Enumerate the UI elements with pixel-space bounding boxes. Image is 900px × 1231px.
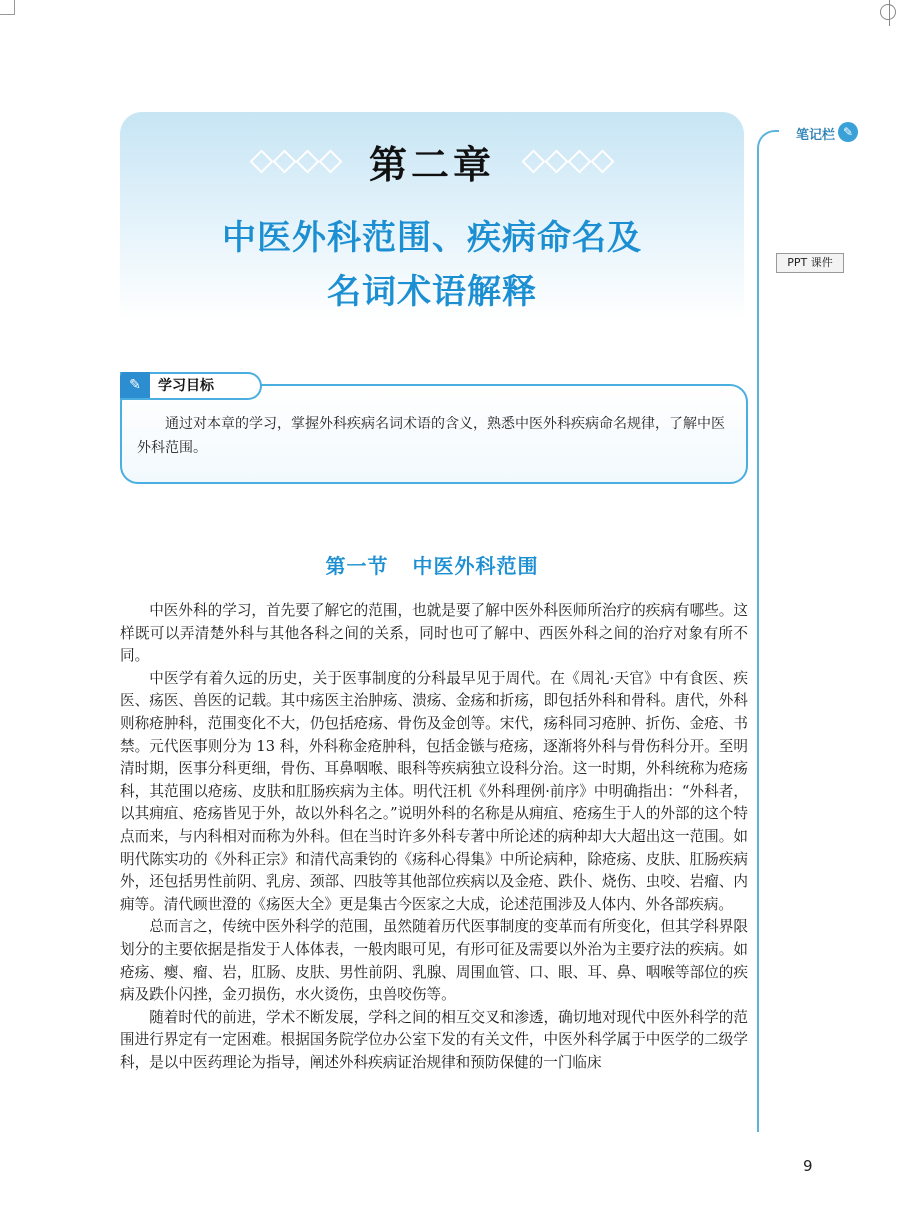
learning-objectives-text: 通过对本章的学习，掌握外科疾病名词术语的含义，熟悉中医外科疾病命名规律，了解中医外科范围。 [137, 416, 725, 456]
notes-label: 笔记栏 [796, 124, 839, 143]
chapter-title-line-2: 名词术语解释 [327, 272, 537, 312]
section-title [120, 550, 744, 579]
section-number: 第一节 [325, 554, 389, 578]
paragraph: 总而言之，传统中医外科学的范围，虽然随着历代医事制度的变革而有所变化，但其学科界限划分的主要依据是指发于人体体表，一般肉眼可见，有形可征及需要以外治为主要疗法的疾病。如疮疡、瘿、瘤、岩，肛肠、皮肤、男性前阴、乳腺、周围血管、口、眼、耳、鼻、咽喉等部位的疾病及跌仆闪挫，金刃损伤，水火烫伤，虫兽咬伤等。 [120, 918, 748, 1004]
chapter-header [120, 112, 744, 322]
registration-mark-top-right [872, 0, 900, 28]
page-number: 9 [803, 1157, 813, 1175]
crop-mark-top-left [0, 0, 15, 15]
section-name: 中医外科范围 [412, 554, 539, 578]
body-text [120, 600, 748, 1074]
paragraph: 随着时代的前进，学术不断发展，学科之间的相互交叉和渗透，确切地对现代中医外科学的范围进行界定有一定困难。根据国务院学位办公室下发的有关文件，中医外科学属于中医学的二级学科，是以中医药理论为指导，阐述外科疾病证治规律和预防保健的一门临床 [120, 1008, 748, 1071]
diamond-ornament-left [251, 153, 341, 170]
chapter-title-line-1: 中医外科范围、疾病命名及 [222, 218, 642, 258]
notepad-icon: ✎ [838, 122, 858, 142]
paragraph: 中医外科的学习，首先要了解它的范围，也就是要了解中医外科医师所治疗的疾病有哪些。这样既可以弄清楚外科与其他各科之间的关系，同时也可了解中、西医外科之间的治疗对象有所不同。 [120, 602, 748, 665]
chapter-number-row [120, 134, 744, 189]
diamond-ornament-right [523, 153, 613, 170]
paragraph: 中医学有着久远的历史，关于医事制度的分科最早见于周代。在《周礼·天官》中有食医、疾医、疡医、兽医的记载。其中疡医主治肿疡、溃疡、金疡和折疡，即包括外科和骨科。唐代，外科则称疮肿科，范围变化不大，仍包括疮疡、骨伤及金创等。宋代，疡科同习疮肿、折伤、金疮、书禁。元代医事则分为 13 科，外科称金疮肿科，包括金镞与疮疡，逐渐将外科与骨伤科分开。至明清时期，医事分科更细，骨伤、耳鼻咽喉、眼科等疾病独立设科分治。这一时期，外科统称为疮疡科，其范围以疮疡、皮肤和肛肠疾病为主体。明代汪机《外科理例·前序》中明确指出：“外科者，以其痈疽、疮疡皆见于外，故以外科名之。”说明外科的名称是从痈疽、疮疡生于人的外部的这个特点而来，与内科相对而称为外科。但在当时许多外科专著中所论述的病种却大大超出这一范围。如明代陈实功的《外科正宗》和清代高秉钧的《疡科心得集》中所论病种，除疮疡、皮肤、肛肠疾病外，还包括男性前阴、乳房、颈部、四肢等其他部位疾病以及金疮、跌仆、烧伤、虫咬、岩瘤、内痈等。清代顾世澄的《疡医大全》更是集古今医家之大成，论述范围涉及人体内、外各部疾病。 [120, 669, 748, 913]
pen-icon: ✎ [120, 372, 150, 398]
ppt-courseware-button[interactable]: PPT 课件 [776, 253, 844, 273]
learning-objectives-title: 学习目标 [158, 378, 214, 394]
notes-column-border [757, 130, 779, 1132]
chapter-number: 第二章 [368, 142, 495, 187]
